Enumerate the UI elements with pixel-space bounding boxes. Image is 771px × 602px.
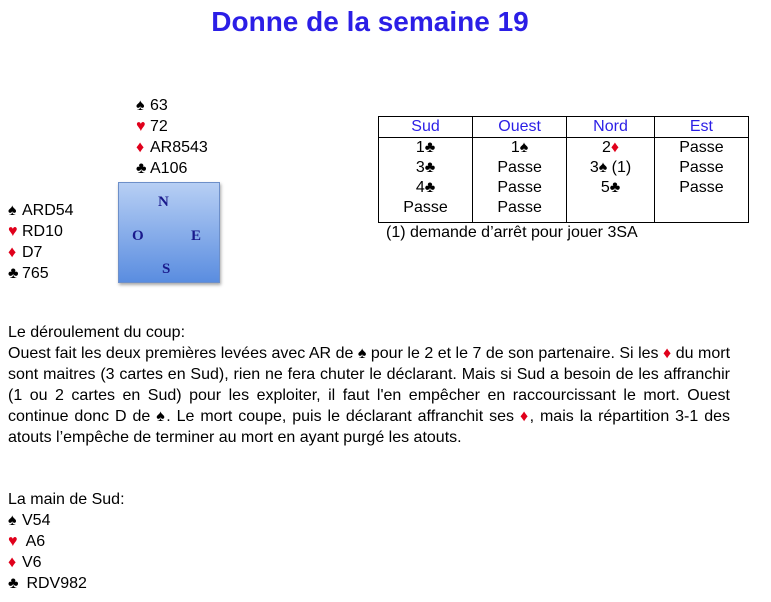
bids-nord <box>567 138 655 223</box>
page-title: Donne de la semaine 19 <box>211 6 529 37</box>
bid: Passe <box>497 199 542 216</box>
bids-est <box>654 138 748 223</box>
header-nord: Nord <box>567 117 655 138</box>
bid: Passe <box>679 159 724 176</box>
south-diamonds: V6 <box>22 554 42 571</box>
diamond-icon: ♦ <box>136 139 145 156</box>
bidding-body-row <box>379 138 749 223</box>
bid: Passe <box>403 199 448 216</box>
club-icon: ♣ <box>8 575 19 592</box>
diamond-icon: ♦ <box>8 554 17 571</box>
west-spades: ARD54 <box>22 202 74 219</box>
narrative-text: . Le mort coupe, puis le déclarant affranchit ses <box>166 408 520 425</box>
south-spades: V54 <box>22 512 51 529</box>
spade-icon: ♠ <box>357 345 367 362</box>
south-heading: La main de Sud: <box>8 491 125 508</box>
west-spades-row <box>8 200 74 221</box>
club-icon: ♣ <box>136 160 147 177</box>
west-hearts: RD10 <box>22 223 63 240</box>
diamond-icon: ♦ <box>8 244 17 261</box>
south-diamonds-row <box>8 552 125 573</box>
bid: 1♠ <box>510 139 529 156</box>
heart-icon: ♥ <box>8 533 18 550</box>
bids-sud <box>379 138 473 223</box>
bid: Passe <box>679 179 724 196</box>
compass-north: N <box>158 194 169 210</box>
bid: 4♣ <box>415 179 436 196</box>
west-clubs: 765 <box>22 265 49 282</box>
south-spades-row <box>8 510 125 531</box>
diamond-icon: ♦ <box>519 408 530 425</box>
spade-icon: ♠ <box>136 97 145 114</box>
north-spades: 63 <box>150 97 168 114</box>
bid: 3♣ <box>415 159 436 176</box>
header-ouest: Ouest <box>473 117 567 138</box>
narrative-heading: Le déroulement du coup: <box>8 324 186 341</box>
spade-icon: ♠ <box>156 408 167 425</box>
narrative-paragraph <box>8 343 730 448</box>
compass-south: S <box>162 261 171 277</box>
west-diamonds-row <box>8 242 74 263</box>
bid: 5♣ <box>600 179 621 196</box>
bidding-note: (1) demande d’arrêt pour jouer 3SA <box>386 224 638 241</box>
south-clubs-row <box>8 573 125 594</box>
bid: 1♣ <box>415 139 436 156</box>
north-diamonds-row <box>136 137 208 158</box>
compass-west: O <box>132 228 144 244</box>
north-clubs-row <box>136 158 208 179</box>
heart-icon: ♥ <box>136 118 146 135</box>
narrative-text: pour le 2 et le 7 de son partenaire. Si les <box>366 345 664 362</box>
north-diamonds: AR8543 <box>150 139 208 156</box>
header-est: Est <box>654 117 748 138</box>
south-hearts-row <box>8 531 125 552</box>
north-hearts: 72 <box>150 118 168 135</box>
narrative-text: Ouest fait les deux premières levées avec AR de <box>8 345 358 362</box>
bids-ouest <box>473 138 567 223</box>
bidding-table <box>378 116 749 223</box>
bid: Passe <box>679 139 724 156</box>
heart-icon: ♥ <box>8 223 18 240</box>
bid: Passe <box>497 179 542 196</box>
diamond-icon: ♦ <box>663 345 672 362</box>
north-hearts-row <box>136 116 208 137</box>
header-sud: Sud <box>379 117 473 138</box>
north-spades-row <box>136 95 208 116</box>
bid: 3♠ (1) <box>589 159 632 176</box>
bidding-header-row <box>379 117 749 138</box>
compass-table <box>118 182 220 283</box>
west-clubs-row <box>8 263 74 284</box>
south-hearts: A6 <box>22 533 46 550</box>
club-icon: ♣ <box>8 265 19 282</box>
spade-icon: ♠ <box>8 512 17 529</box>
south-clubs: RDV982 <box>22 575 87 592</box>
north-clubs: A106 <box>150 160 188 177</box>
narrative-text: , mais la répartition 3-1 des atouts l’empêche de terminer au mort en ayant purgé les atouts. <box>8 408 731 446</box>
west-hearts-row <box>8 221 74 242</box>
west-hand <box>8 200 74 284</box>
south-hand <box>8 489 125 594</box>
compass-east: E <box>191 228 202 244</box>
west-diamonds: D7 <box>22 244 43 261</box>
narrative-text: du mort sont maitres (3 cartes en Sud), rien ne fera chuter le déclarant. Mais si Sud a besoin de les affranchir (1 ou 2 cartes en Sud) pour les exploiter, il faut l'en empêcher en raccourcissant le mort. Ouest continue donc D de <box>8 345 731 425</box>
north-hand <box>136 95 208 179</box>
spade-icon: ♠ <box>8 202 17 219</box>
play-description <box>8 322 730 448</box>
bid: Passe <box>497 159 542 176</box>
bid: 2♦ <box>601 139 620 156</box>
